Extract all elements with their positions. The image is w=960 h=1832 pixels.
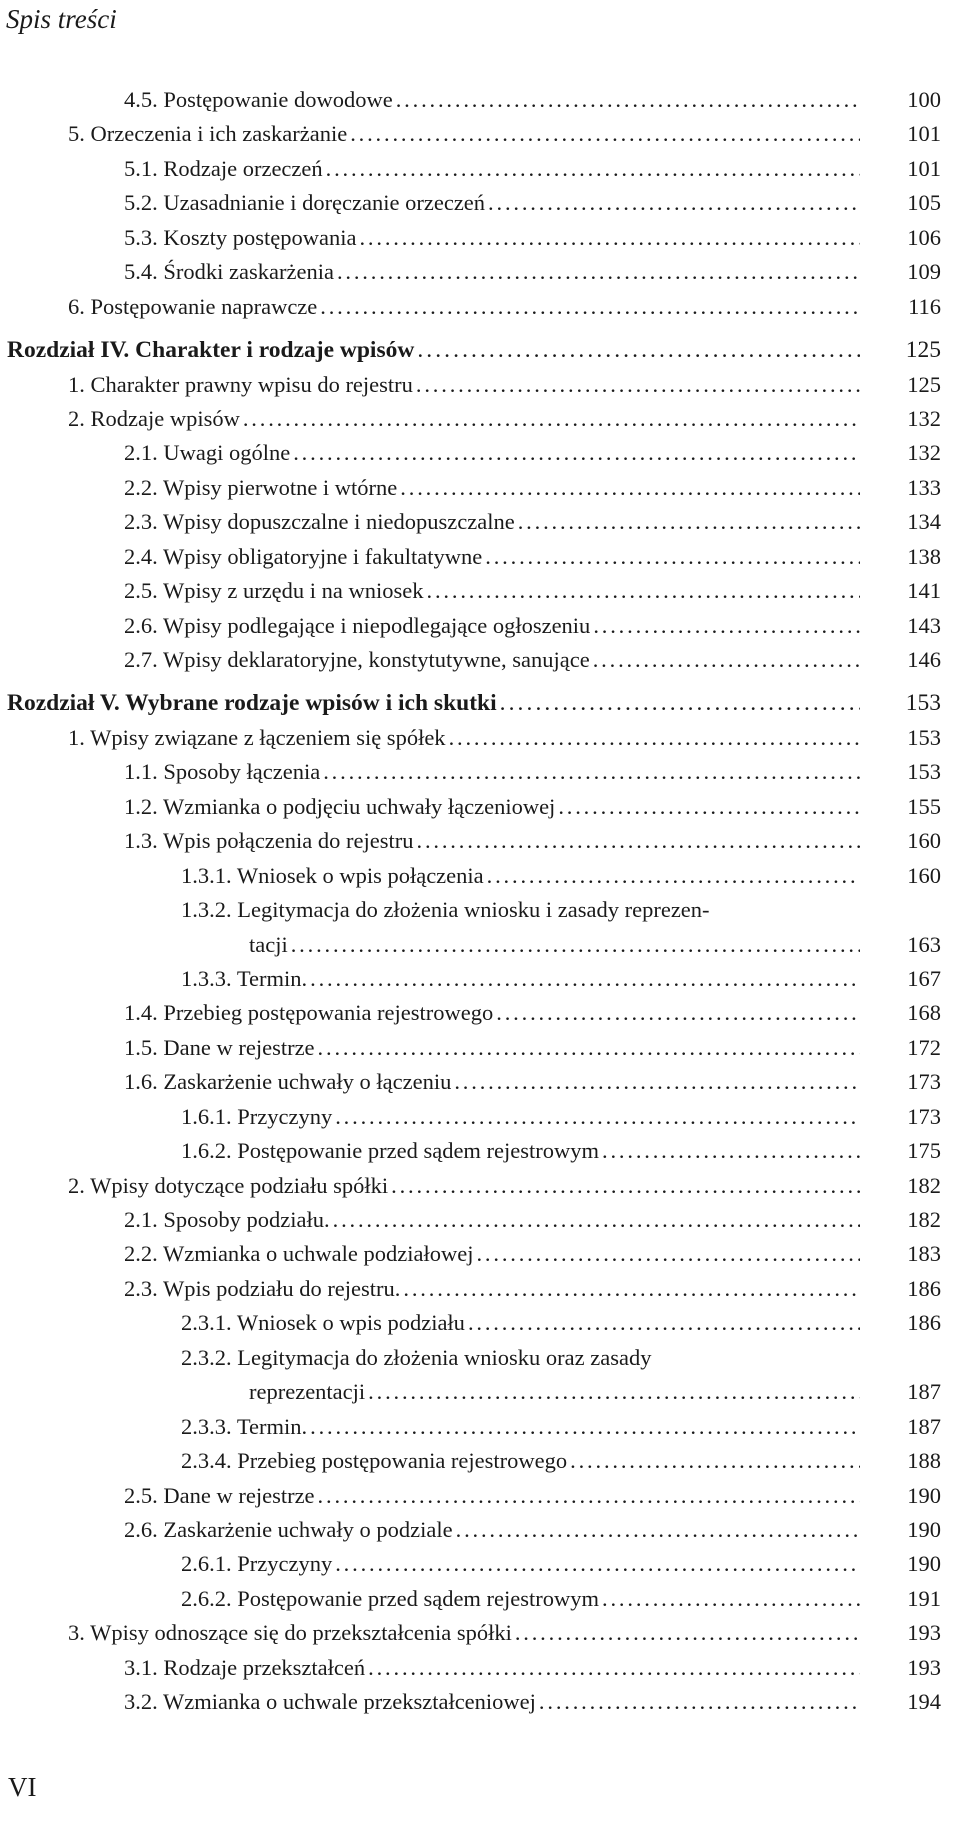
toc-entry: [0, 505, 960, 539]
toc-entry-title: 1.6.2. Postępowanie przed sądem rejestrowym: [181, 1138, 600, 1164]
toc-entry-page-number: 190: [907, 1516, 941, 1542]
toc-entry-page-number: 188: [907, 1448, 941, 1474]
toc-entry-title: 2.2. Wpisy pierwotne i wtórne: [124, 474, 398, 500]
toc-entry: [0, 643, 960, 677]
toc-entry-title: Rozdział IV. Charakter i rodzaje wpisów: [7, 337, 415, 364]
toc-entry-line: [181, 1444, 860, 1478]
toc-entry-title: 5.4. Środki zaskarżenia: [124, 259, 334, 285]
dot-leader: [496, 996, 860, 1030]
toc-entry-page-number: 106: [907, 224, 941, 250]
toc-entry-page-number: 183: [907, 1241, 941, 1267]
toc-entry: [0, 1582, 960, 1616]
toc-entry-line: [124, 1031, 860, 1065]
toc-entry-title: 2.6. Wpisy podlegające i niepodlegające ogłoszeniu: [124, 612, 591, 638]
toc-entry-title: 1.5. Dane w rejestrze: [124, 1034, 315, 1060]
toc-entry-line: [124, 152, 860, 186]
toc-entry: [0, 1237, 960, 1271]
toc-entry-title: 3.1. Rodzaje przekształceń: [124, 1654, 366, 1680]
toc-entry: [0, 893, 960, 927]
dot-leader: [416, 368, 860, 402]
toc-entry-page-number: 172: [907, 1034, 941, 1060]
toc-entry-line: [124, 221, 860, 255]
toc-entry-title: 5.1. Rodzaje orzeczeń: [124, 155, 323, 181]
toc-entry-page-number: 160: [907, 828, 941, 854]
toc-entry-page-number: 133: [907, 474, 941, 500]
toc-entry-page-number: 153: [905, 690, 941, 717]
toc-entry-title: 2.3.4. Przebieg postępowania rejestrowego: [181, 1448, 568, 1474]
dot-leader: [310, 1410, 860, 1444]
toc-entry: [0, 1513, 960, 1547]
toc-entry-title: tacji: [249, 931, 288, 957]
dot-leader: [515, 1616, 860, 1650]
toc-entry: [0, 83, 960, 117]
toc-entry-line: [124, 1272, 860, 1306]
toc-entry-line: [124, 1513, 860, 1547]
toc-entry-line: [68, 368, 860, 402]
toc-entry-title: reprezentacji: [249, 1379, 366, 1405]
toc-entry-line: [124, 505, 860, 539]
toc-entry-page-number: 101: [907, 155, 941, 181]
dot-leader: [350, 117, 860, 151]
toc-entry: [0, 1547, 960, 1581]
toc-entry-line: [124, 643, 860, 677]
toc-entry-page-number: 190: [907, 1551, 941, 1577]
toc-entry-page-number: 153: [907, 724, 941, 750]
toc-entry-page-number: 187: [907, 1379, 941, 1405]
toc-entry-page-number: 190: [907, 1482, 941, 1508]
toc-entry-page-number: 125: [905, 337, 941, 364]
running-head: Spis treści: [6, 4, 117, 34]
toc-entry: [0, 1306, 960, 1340]
toc-entry-line: [124, 1065, 860, 1099]
dot-leader: [320, 290, 860, 324]
toc-entry: [0, 1651, 960, 1685]
toc-entry-title: 2.2. Wzmianka o uchwale podziałowej: [124, 1241, 474, 1267]
toc-entry-title: 2.3.2. Legitymacja do złożenia wniosku oraz zasady: [181, 1344, 652, 1370]
dot-leader: [593, 643, 860, 677]
toc-entry-title: 1.6. Zaskarżenie uchwały o łączeniu: [124, 1069, 452, 1095]
toc-entry: [0, 1065, 960, 1099]
toc-entry-title: 2.1. Uwagi ogólne: [124, 440, 291, 466]
toc-entry-page-number: 155: [907, 793, 941, 819]
toc-entry-page-number: 163: [907, 931, 941, 957]
toc-entry-page-number: 173: [907, 1103, 941, 1129]
toc-entry-title: 1. Wpisy związane z łączeniem się spółek: [68, 724, 446, 750]
toc-entry-page-number: 167: [907, 965, 941, 991]
dot-leader: [558, 790, 860, 824]
toc-entry: [0, 1100, 960, 1134]
dot-leader: [333, 1203, 860, 1237]
toc-entry-line: [181, 859, 860, 893]
dot-leader: [293, 436, 860, 470]
toc-entry: [0, 290, 960, 324]
dot-leader: [476, 1237, 860, 1271]
toc-entry-page-number: 175: [907, 1138, 941, 1164]
toc-entry: [0, 1134, 960, 1168]
toc-entry: [0, 117, 960, 151]
dot-leader: [518, 505, 860, 539]
toc-entry-title: 1.3. Wpis połączenia do rejestru: [124, 828, 414, 854]
toc-entry-title: 2.4. Wpisy obligatoryjne i fakultatywne: [124, 543, 483, 569]
toc-entry-title: 2.3.1. Wniosek o wpis podziału: [181, 1310, 465, 1336]
dot-leader: [291, 928, 860, 962]
toc-entry: [0, 152, 960, 186]
toc-entry-page-number: 182: [907, 1172, 941, 1198]
toc-entry-page-number: 132: [907, 440, 941, 466]
toc-entry-line: [124, 1479, 860, 1513]
dot-leader: [593, 609, 860, 643]
toc-entry-line: [124, 83, 860, 117]
toc-entry-page-number: 193: [907, 1654, 941, 1680]
toc-entry-page-number: 100: [907, 87, 941, 112]
toc-entry-line: [7, 333, 860, 367]
toc-entry-title: 2.6.1. Przyczyny: [181, 1551, 333, 1577]
toc-entry-page-number: 132: [907, 405, 941, 431]
toc-entry-title: 2. Wpisy dotyczące podziału spółki: [68, 1172, 389, 1198]
toc-entry-title: 1.3.1. Wniosek o wpis połączenia: [181, 862, 484, 888]
toc-entry-line: [181, 1582, 860, 1616]
toc-entry-line: [181, 1547, 860, 1581]
toc-entry: [0, 962, 960, 996]
toc-entry-title: 1.6.1. Przyczyny: [181, 1103, 333, 1129]
dot-leader: [488, 186, 860, 220]
toc-entry: [0, 540, 960, 574]
toc-entry: [0, 859, 960, 893]
toc-entry: [0, 471, 960, 505]
toc-chapter-entry: [0, 333, 960, 367]
toc-entry: [0, 1203, 960, 1237]
toc-entry: [0, 928, 960, 962]
toc-entry-page-number: 101: [907, 121, 941, 147]
toc-entry-page-number: 193: [907, 1620, 941, 1646]
toc-entry-line: [124, 755, 860, 789]
toc-entry-title: 2.6. Zaskarżenie uchwały o podziale: [124, 1516, 453, 1542]
toc-entry-line: [181, 1134, 860, 1168]
toc-entry-line: [124, 609, 860, 643]
toc-entry-title: 3.2. Wzmianka o uchwale przekształceniowej: [124, 1689, 536, 1715]
dot-leader: [318, 1031, 860, 1065]
dot-leader: [396, 83, 860, 117]
toc-entry: [0, 574, 960, 608]
toc-entry-line: [124, 436, 860, 470]
toc-entry-line: [124, 1651, 860, 1685]
toc-entry-title: 1.2. Wzmianka o podjęciu uchwały łączeniowej: [124, 793, 556, 819]
dot-leader: [417, 333, 860, 367]
toc-entry-page-number: 194: [907, 1689, 941, 1715]
toc-entry-line: [181, 893, 900, 927]
toc-entry: [0, 1341, 960, 1375]
toc-entry-line: [124, 540, 860, 574]
toc-entry-page-number: 182: [907, 1207, 941, 1232]
dot-leader: [449, 721, 860, 755]
toc-entry: [0, 1410, 960, 1444]
toc-entry-page-number: 186: [907, 1275, 941, 1301]
dot-leader: [485, 540, 860, 574]
toc-entry-line: [124, 1203, 860, 1237]
toc-entry-title: 2.1. Sposoby podziału.: [124, 1207, 330, 1232]
toc-entry-line: [124, 824, 860, 858]
toc-entry-title: 1.3.2. Legitymacja do złożenia wniosku i zasady reprezen-: [181, 897, 710, 923]
toc-entry-title: 2.5. Dane w rejestrze: [124, 1482, 315, 1508]
toc-entry: [0, 402, 960, 436]
toc-entry-page-number: 116: [908, 293, 941, 319]
toc-entry-title: 3. Wpisy odnoszące się do przekształcenia spółki: [68, 1620, 512, 1646]
dot-leader: [539, 1685, 860, 1719]
toc-entry-page-number: 186: [907, 1310, 941, 1336]
dot-leader: [602, 1582, 860, 1616]
dot-leader: [403, 1272, 860, 1306]
toc-entry: [0, 1031, 960, 1065]
toc-entry: [0, 368, 960, 402]
toc-entry-page-number: 153: [907, 759, 941, 785]
toc-entry: [0, 186, 960, 220]
toc-entry: [0, 609, 960, 643]
toc-entry-line: [68, 1616, 860, 1650]
toc-entry-line: [124, 790, 860, 824]
toc-entry-title: 2.5. Wpisy z urzędu i na wniosek: [124, 578, 424, 604]
toc-entry-page-number: 125: [907, 371, 941, 397]
toc-entry: [0, 721, 960, 755]
toc-entry: [0, 996, 960, 1030]
toc-entry-title: 5. Orzeczenia i ich zaskarżanie: [68, 121, 348, 147]
toc-entry-line: [124, 186, 860, 220]
toc-entry-page-number: 109: [907, 259, 941, 285]
dot-leader: [337, 255, 860, 289]
toc-chapter-entry: [0, 686, 960, 720]
dot-leader: [400, 471, 860, 505]
toc-entry-line: [124, 574, 860, 608]
dot-leader: [602, 1134, 860, 1168]
toc-entry-line: [181, 1410, 860, 1444]
toc-entry-line: [68, 117, 860, 151]
toc-entry-line: [124, 996, 860, 1030]
toc-entry-page-number: 143: [907, 612, 941, 638]
dot-leader: [368, 1651, 860, 1685]
dot-leader: [326, 152, 860, 186]
toc-entry-title: 5.2. Uzasadnianie i doręczanie orzeczeń: [124, 190, 486, 216]
toc-entry-line: [68, 721, 860, 755]
toc-entry: [0, 755, 960, 789]
toc-entry-line: [181, 962, 860, 996]
toc-entry-title: 2.3. Wpisy dopuszczalne i niedopuszczalne: [124, 509, 515, 535]
toc-entry: [0, 790, 960, 824]
toc-entry: [0, 1616, 960, 1650]
dot-leader: [318, 1479, 860, 1513]
toc-entry-title: 1.1. Sposoby łączenia: [124, 759, 321, 785]
toc-entry-page-number: 146: [907, 647, 941, 672]
toc-entry-title: 1. Charakter prawny wpisu do rejestru: [68, 371, 413, 397]
toc-entry-title: Rozdział V. Wybrane rodzaje wpisów i ich skutki: [7, 690, 497, 717]
dot-leader: [335, 1547, 860, 1581]
toc-entry-line: [124, 255, 860, 289]
toc-entry: [0, 221, 960, 255]
toc-entry: [0, 824, 960, 858]
toc-entry-line: [68, 1169, 860, 1203]
toc-entry: [0, 255, 960, 289]
toc-entry-page-number: 173: [907, 1069, 941, 1095]
dot-leader: [391, 1169, 860, 1203]
toc-entry-title: 2.7. Wpisy deklaratoryjne, konstytutywne, sanujące: [124, 647, 590, 672]
toc-entry-line: [249, 1375, 860, 1409]
toc-entry: [0, 1479, 960, 1513]
dot-leader: [456, 1513, 860, 1547]
dot-leader: [323, 755, 860, 789]
dot-leader: [454, 1065, 860, 1099]
toc-entry-line: [68, 290, 860, 324]
toc-entry: [0, 436, 960, 470]
toc-entry-page-number: 134: [907, 509, 941, 535]
dot-leader: [487, 859, 860, 893]
toc-entry-title: 2.6.2. Postępowanie przed sądem rejestrowym: [181, 1585, 600, 1611]
toc-entry-title: 5.3. Koszty postępowania: [124, 224, 357, 250]
toc-entry-line: [181, 1306, 860, 1340]
toc-entry-title: 1.3.3. Termin.: [181, 965, 308, 991]
toc-entry-line: [249, 928, 860, 962]
toc-entry-title: 1.4. Przebieg postępowania rejestrowego: [124, 1000, 494, 1026]
toc-entry-title: 6. Postępowanie naprawcze: [68, 293, 318, 319]
toc-entry-title: 2.3.3. Termin.: [181, 1413, 308, 1439]
toc-entry-line: [7, 686, 860, 720]
dot-leader: [310, 962, 860, 996]
toc-entry-title: 2. Rodzaje wpisów: [68, 405, 240, 431]
toc-entry-line: [124, 1237, 860, 1271]
toc-entry-line: [124, 1685, 860, 1719]
dot-leader: [335, 1100, 860, 1134]
toc-entry: [0, 1685, 960, 1719]
toc-entry-page-number: 141: [907, 578, 941, 604]
table-of-contents: [0, 83, 960, 1720]
dot-leader: [417, 824, 861, 858]
toc-entry: [0, 1444, 960, 1478]
dot-leader: [570, 1444, 860, 1478]
toc-entry-page-number: 105: [907, 190, 941, 216]
toc-entry-page-number: 138: [907, 543, 941, 569]
toc-entry-title: 2.3. Wpis podziału do rejestru.: [124, 1275, 401, 1301]
dot-leader: [427, 574, 860, 608]
dot-leader: [359, 221, 860, 255]
toc-entry-page-number: 187: [907, 1413, 941, 1439]
dot-leader: [243, 402, 860, 436]
toc-entry: [0, 1272, 960, 1306]
toc-entry-title: 4.5. Postępowanie dowodowe: [124, 87, 393, 112]
page-number: VI: [8, 1772, 37, 1802]
toc-entry: [0, 1169, 960, 1203]
toc-entry-line: [124, 471, 860, 505]
toc-entry-page-number: 160: [907, 862, 941, 888]
toc-entry-page-number: 168: [907, 1000, 941, 1026]
toc-entry: [0, 1375, 960, 1409]
toc-entry-line: [68, 402, 860, 436]
dot-leader: [468, 1306, 860, 1340]
dot-leader: [368, 1375, 860, 1409]
toc-entry-line: [181, 1100, 860, 1134]
toc-entry-line: [181, 1341, 900, 1375]
toc-entry-page-number: 191: [907, 1585, 941, 1611]
dot-leader: [500, 686, 860, 720]
